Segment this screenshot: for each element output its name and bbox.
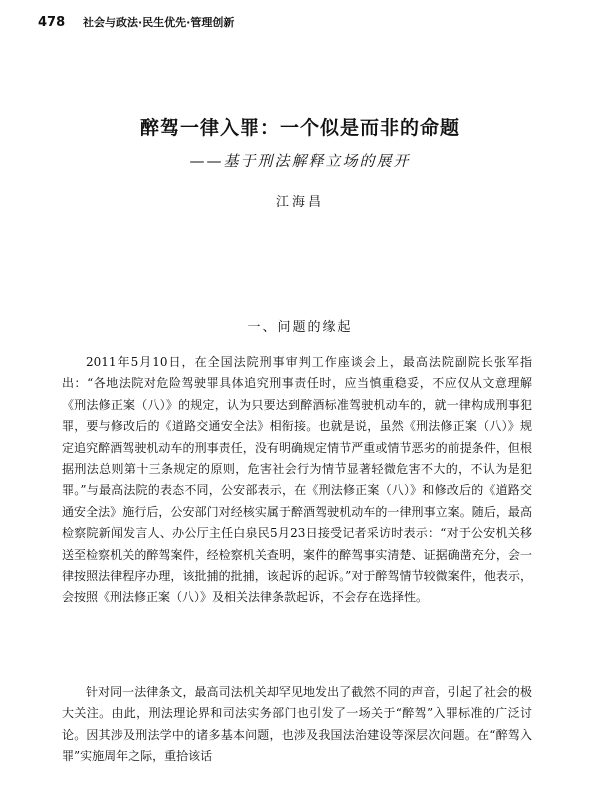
body-paragraph-2: 针对同一法律条文，最高司法机关却罕见地发出了截然不同的声音，引起了社会的极大关注。由此，刑法理论界和司法实务部门也引发了一场关于“醉驾”入罪标准的广泛讨论。因其涉及刑法学中的诸多基本问题，也涉及我国法治建设等深层次问题。在“醉驾入罪”实施周年之际，重拾该话: [62, 685, 532, 764]
article-subtitle: ——基于刑法解释立场的展开: [189, 152, 411, 170]
body-paragraph-1: 2011年5月10日，在全国法院刑事审判工作座谈会上，最高法院副院长张军指出：“各地法院对危险驾驶罪具体追究刑事责任时，应当慎重稳妥，不应仅从文意理解《刑法修正案（八）》的规定，认为只要达到醉酒标准驾驶机动车的，就一律构成刑事犯罪，要与修改后的《道路交通安全法》相衔接。也就是说，虽然《刑法修正案（八）》规定追究醉酒驾驶机动车的刑事责任，没有明确规定情节严重或情节恶劣的前提条件，但根据刑法总则第十三条规定的原则，危害社会行为情节显著轻微危害不大的，不认为是犯罪。”与最高法院的表态不同，公安部表示，在《刑法修正案（八）》和修改后的《道路交通安全法》施行后，公安部门对经核实属于醉酒驾驶机动车的一律刑事立案。随后，最高检察院新闻发言人、办公厅主任白泉民5月23日接受记者采访时表示：“对于公安机关移送至检察机关的醉驾案件，经检察机关查明，案件的醉驾事实清楚、证据确凿充分，会一律按照法律程序办理，该批捕的批捕，该起诉的起诉。”对于醉驾情节较微案件，他表示，会按照《刑法修正案（八）》及相关法律条款起诉，不会存在选择性。: [62, 355, 532, 605]
section-heading: 一、问题的缘起: [247, 320, 353, 335]
author-name: 江海昌: [275, 195, 324, 210]
article-title: 醉驾一律入罪：一个似是而非的命题: [139, 117, 460, 139]
journal-name: 社会与政法·民生优先·管理创新: [82, 16, 235, 29]
page-number: 478: [38, 15, 66, 30]
running-header: [38, 12, 578, 34]
